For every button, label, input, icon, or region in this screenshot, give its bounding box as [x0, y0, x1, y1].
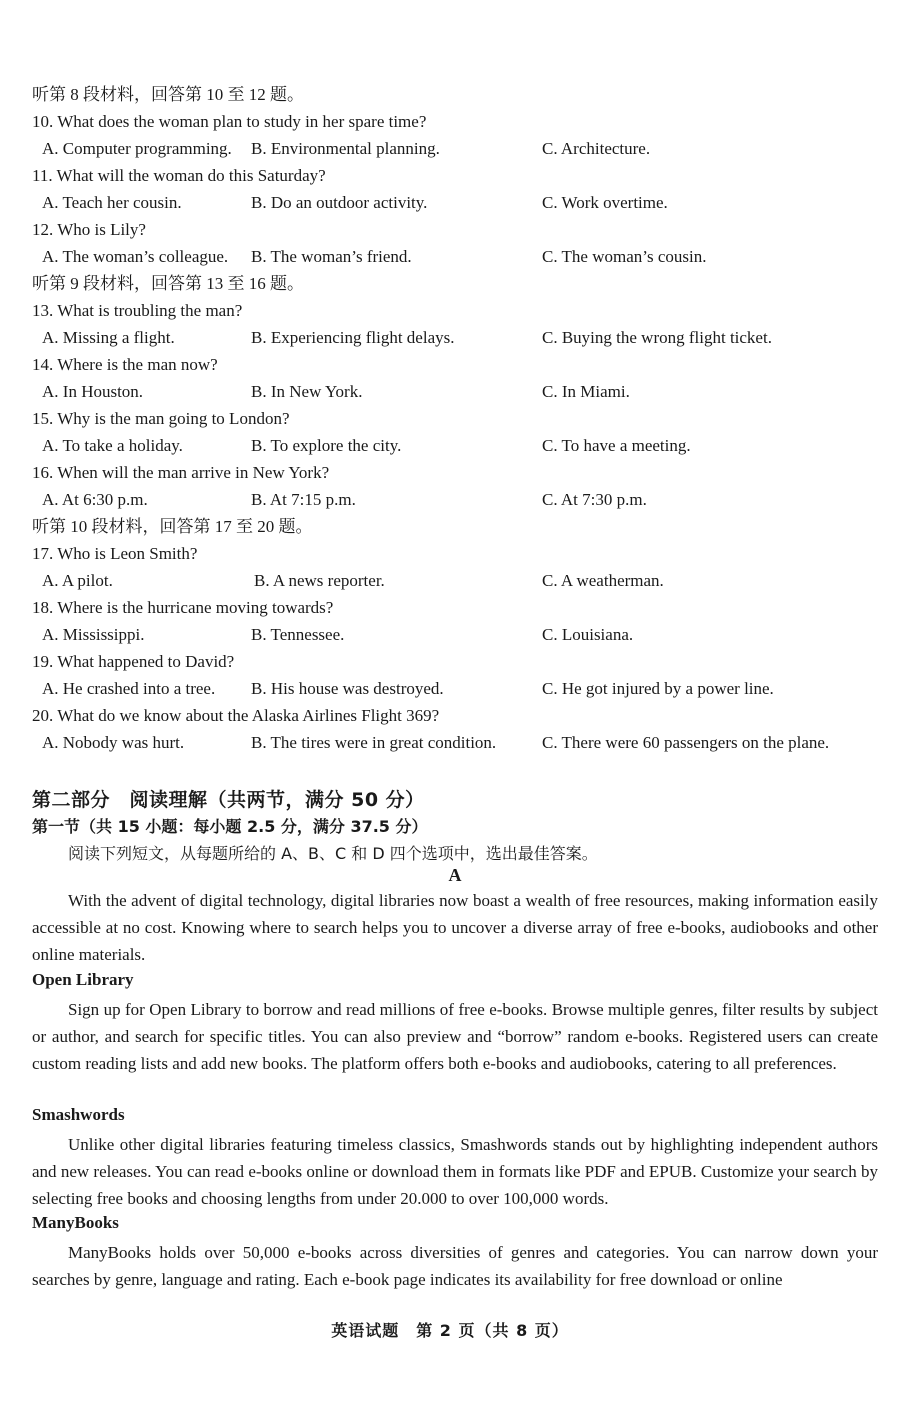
section-one-title: 第一节（共 15 小题：每小题 2.5 分，满分 37.5 分） — [32, 817, 428, 836]
reading-instruction: 阅读下列短文，从每题所给的 A、B、C 和 D 四个选项中，选出最佳答案。 — [68, 844, 598, 863]
q16-option-c: C. At 7:30 p.m. — [542, 490, 647, 509]
question-11: 11. What will the woman do this Saturday? — [32, 166, 326, 185]
q10-option-c: C. Architecture. — [542, 139, 651, 158]
question-13: 13. What is troubling the man? — [32, 301, 243, 320]
q18-option-b: B. Tennessee. — [251, 625, 345, 644]
question-17: 17. Who is Leon Smith? — [32, 544, 198, 563]
q14-option-c: C. In Miami. — [542, 382, 630, 401]
library-heading-open-library: Open Library — [32, 970, 134, 989]
q12-option-b: B. The woman’s friend. — [251, 247, 412, 266]
q18-option-a: A. Mississippi. — [42, 625, 145, 644]
passage-letter: A — [448, 865, 462, 885]
section-8-header: 听第 8 段材料，回答第 10 至 12 题。 — [32, 85, 304, 104]
q16-option-b: B. At 7:15 p.m. — [251, 490, 356, 509]
q13-option-b: B. Experiencing flight delays. — [251, 328, 455, 347]
q13-option-a: A. Missing a flight. — [42, 328, 175, 347]
q19-option-a: A. He crashed into a tree. — [42, 679, 216, 698]
q11-option-c: C. Work overtime. — [542, 193, 668, 212]
q17-option-b: B. A news reporter. — [254, 571, 385, 590]
section-10-header: 听第 10 段材料，回答第 17 至 20 题。 — [32, 517, 313, 536]
library-text-manybooks: ManyBooks holds over 50,000 e-books across diversities of genres and categories. You can narrow down your searches by genre, language and rating. Each e-book page indicates its availability for free download or online — [32, 1243, 878, 1289]
library-heading-smashwords: Smashwords — [32, 1105, 125, 1124]
q20-option-b: B. The tires were in great condition. — [251, 733, 497, 752]
q17-option-c: C. A weatherman. — [542, 571, 664, 590]
q10-option-b: B. Environmental planning. — [251, 139, 440, 158]
q12-option-a: A. The woman’s colleague. — [42, 247, 229, 266]
question-15: 15. Why is the man going to London? — [32, 409, 290, 428]
q17-option-a: A. A pilot. — [42, 571, 113, 590]
question-19: 19. What happened to David? — [32, 652, 235, 671]
q13-option-c: C. Buying the wrong flight ticket. — [542, 328, 772, 347]
q15-option-c: C. To have a meeting. — [542, 436, 691, 455]
q19-option-b: B. His house was destroyed. — [251, 679, 444, 698]
question-18: 18. Where is the hurricane moving towards? — [32, 598, 334, 617]
q14-option-b: B. In New York. — [251, 382, 363, 401]
q15-option-b: B. To explore the city. — [251, 436, 402, 455]
q18-option-c: C. Louisiana. — [542, 625, 634, 644]
q20-option-a: A. Nobody was hurt. — [42, 733, 185, 752]
part-two-title: 第二部分 阅读理解（共两节，满分 50 分） — [32, 789, 425, 811]
question-10: 10. What does the woman plan to study in her spare time? — [32, 112, 427, 131]
q16-option-a: A. At 6:30 p.m. — [42, 490, 148, 509]
question-20: 20. What do we know about the Alaska Airlines Flight 369? — [32, 706, 440, 725]
passage-intro: With the advent of digital technology, digital libraries now boast a wealth of free resources, making information easily accessible at no cost. Knowing where to search helps you to uncover a diverse array of free e-books, audiobooks and other online materials. — [32, 891, 878, 964]
q20-option-c: C. There were 60 passengers on the plane. — [542, 733, 830, 752]
page-footer: 英语试题 第 2 页（共 8 页） — [331, 1321, 569, 1340]
question-16: 16. When will the man arrive in New York? — [32, 463, 330, 482]
q11-option-b: B. Do an outdoor activity. — [251, 193, 428, 212]
q14-option-a: A. In Houston. — [42, 382, 144, 401]
library-text-smashwords: Unlike other digital libraries featuring timeless classics, Smashwords stands out by highlighting independent authors and new releases. You can read e-books online or download them in formats like PDF and EPUB. Customize your search by selecting free books and choosing lengths from under 20.000 to over 100,000 words. — [32, 1135, 878, 1208]
q11-option-a: A. Teach her cousin. — [42, 193, 182, 212]
library-heading-manybooks: ManyBooks — [32, 1213, 119, 1232]
q15-option-a: A. To take a holiday. — [42, 436, 183, 455]
section-9-header: 听第 9 段材料，回答第 13 至 16 题。 — [32, 274, 304, 293]
library-text-open-library: Sign up for Open Library to borrow and read millions of free e-books. Browse multiple genres, filter results by subject or author, and search for specific titles. You can also preview and “borrow” random e-books. Registered users can create custom reading lists and add new books. The platform offers both e-books and audiobooks, catering to all preferences. — [32, 1000, 878, 1073]
question-12: 12. Who is Lily? — [32, 220, 146, 239]
q19-option-c: C. He got injured by a power line. — [542, 679, 774, 698]
question-14: 14. Where is the man now? — [32, 355, 218, 374]
q12-option-c: C. The woman’s cousin. — [542, 247, 707, 266]
q10-option-a: A. Computer programming. — [42, 139, 232, 158]
